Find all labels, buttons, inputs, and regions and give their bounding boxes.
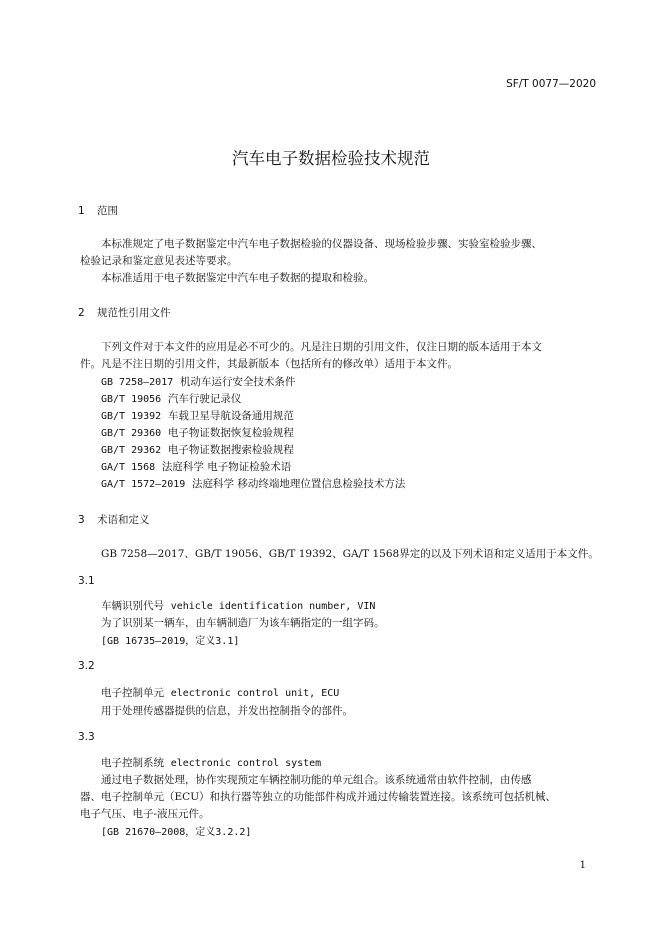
term-number: 3.1 xyxy=(78,575,95,587)
term-en: electronic control unit, ECU xyxy=(170,688,340,699)
reference-name: 法庭科学 移动终端地理位置信息检验技术方法 xyxy=(191,478,406,490)
term-number: 3.3 xyxy=(78,731,95,743)
section-title: 术语和定义 xyxy=(97,514,150,526)
reference-item xyxy=(101,442,294,457)
reference-name: 车载卫星导航设备通用规范 xyxy=(167,410,294,422)
paragraph: GB 7258—2017、GB/T 19056、GB/T 19392、GA/T 1568界定的以及下列术语和定义适用于本文件。 xyxy=(101,548,599,560)
term-en: vehicle identification number, VIN xyxy=(170,601,376,612)
reference-item xyxy=(101,476,405,491)
term-number: 3.2 xyxy=(78,660,95,672)
term-en: electronic control system xyxy=(170,758,322,769)
term-heading xyxy=(101,598,375,613)
section-3-heading xyxy=(78,512,150,527)
section-title: 范围 xyxy=(97,205,118,217)
section-2-heading xyxy=(78,305,171,320)
term-zh: 电子控制系统 xyxy=(101,757,164,769)
reference-item xyxy=(101,391,241,406)
reference-name: 汽车行驶记录仪 xyxy=(167,393,242,405)
section-title: 规范性引用文件 xyxy=(97,307,171,319)
paragraph-continued: 件。凡是不注日期的引用文件，其最新版本（包括所有的修改单）适用于本文件。 xyxy=(80,358,458,370)
term-heading xyxy=(101,755,321,770)
term-definition: 通过电子数据处理，协作实现预定车辆控制功能的单元组合。该系统通常由软件控制，由传感 xyxy=(101,774,532,786)
reference-name: 电子物证数据恢复检验规程 xyxy=(167,427,294,439)
reference-item xyxy=(101,408,294,423)
paragraph: 本标准规定了电子数据鉴定中汽车电子数据检验的仪器设备、现场检验步骤、实验室检验步骤、 xyxy=(101,238,542,250)
document-number: SF/T 0077—2020 xyxy=(506,78,596,90)
reference-name: 机动车运行安全技术条件 xyxy=(179,376,296,388)
paragraph-continued: 检验记录和鉴定意见表述等要求。 xyxy=(80,255,238,267)
reference-code: GB/T 29362 xyxy=(101,445,162,456)
section-number: 1 xyxy=(78,205,85,217)
reference-code: GB/T 19392 xyxy=(101,411,162,422)
term-definition: 为了识别某一辆车，由车辆制造厂为该车辆指定的一组字码。 xyxy=(101,617,385,629)
term-definition-continued: 电子气压、电子-液压元件。 xyxy=(80,808,210,820)
term-zh: 车辆识别代号 xyxy=(101,600,164,612)
paragraph: 下列文件对于本文件的应用是必不可少的。凡是注日期的引用文件，仅注日期的版本适用于本文 xyxy=(101,341,542,353)
reference-code: GB/T 29360 xyxy=(101,428,162,439)
section-number: 3 xyxy=(78,514,85,526)
reference-item xyxy=(101,425,294,440)
page-title: 汽车电子数据检验技术规范 xyxy=(232,149,430,168)
reference-name: 法庭科学 电子物证检验术语 xyxy=(161,461,292,473)
term-definition: 用于处理传感器提供的信息，并发出控制指令的部件。 xyxy=(101,705,353,717)
term-source: [GB 21670—2008，定义3.2.2] xyxy=(101,827,252,838)
paragraph: 本标准适用于电子数据鉴定中汽车电子数据的提取和检验。 xyxy=(101,272,374,284)
reference-item xyxy=(101,374,295,389)
reference-code: GB 7258—2017 xyxy=(101,377,174,388)
term-definition-continued: 器、电子控制单元（ECU）和执行器等独立的功能部件构成并通过传输装置连接。该系统可包括机械、 xyxy=(80,791,557,803)
section-number: 2 xyxy=(78,307,85,319)
reference-item xyxy=(101,459,291,474)
reference-code: GA/T 1572—2019 xyxy=(101,479,186,490)
term-heading xyxy=(101,685,339,700)
reference-code: GB/T 19056 xyxy=(101,394,162,405)
reference-code: GA/T 1568 xyxy=(101,462,156,473)
section-1-heading xyxy=(78,203,118,218)
reference-name: 电子物证数据搜索检验规程 xyxy=(167,444,294,456)
page-number: 1 xyxy=(579,860,586,871)
term-source: [GB 16735—2019，定义3.1] xyxy=(101,636,240,647)
term-zh: 电子控制单元 xyxy=(101,687,164,699)
